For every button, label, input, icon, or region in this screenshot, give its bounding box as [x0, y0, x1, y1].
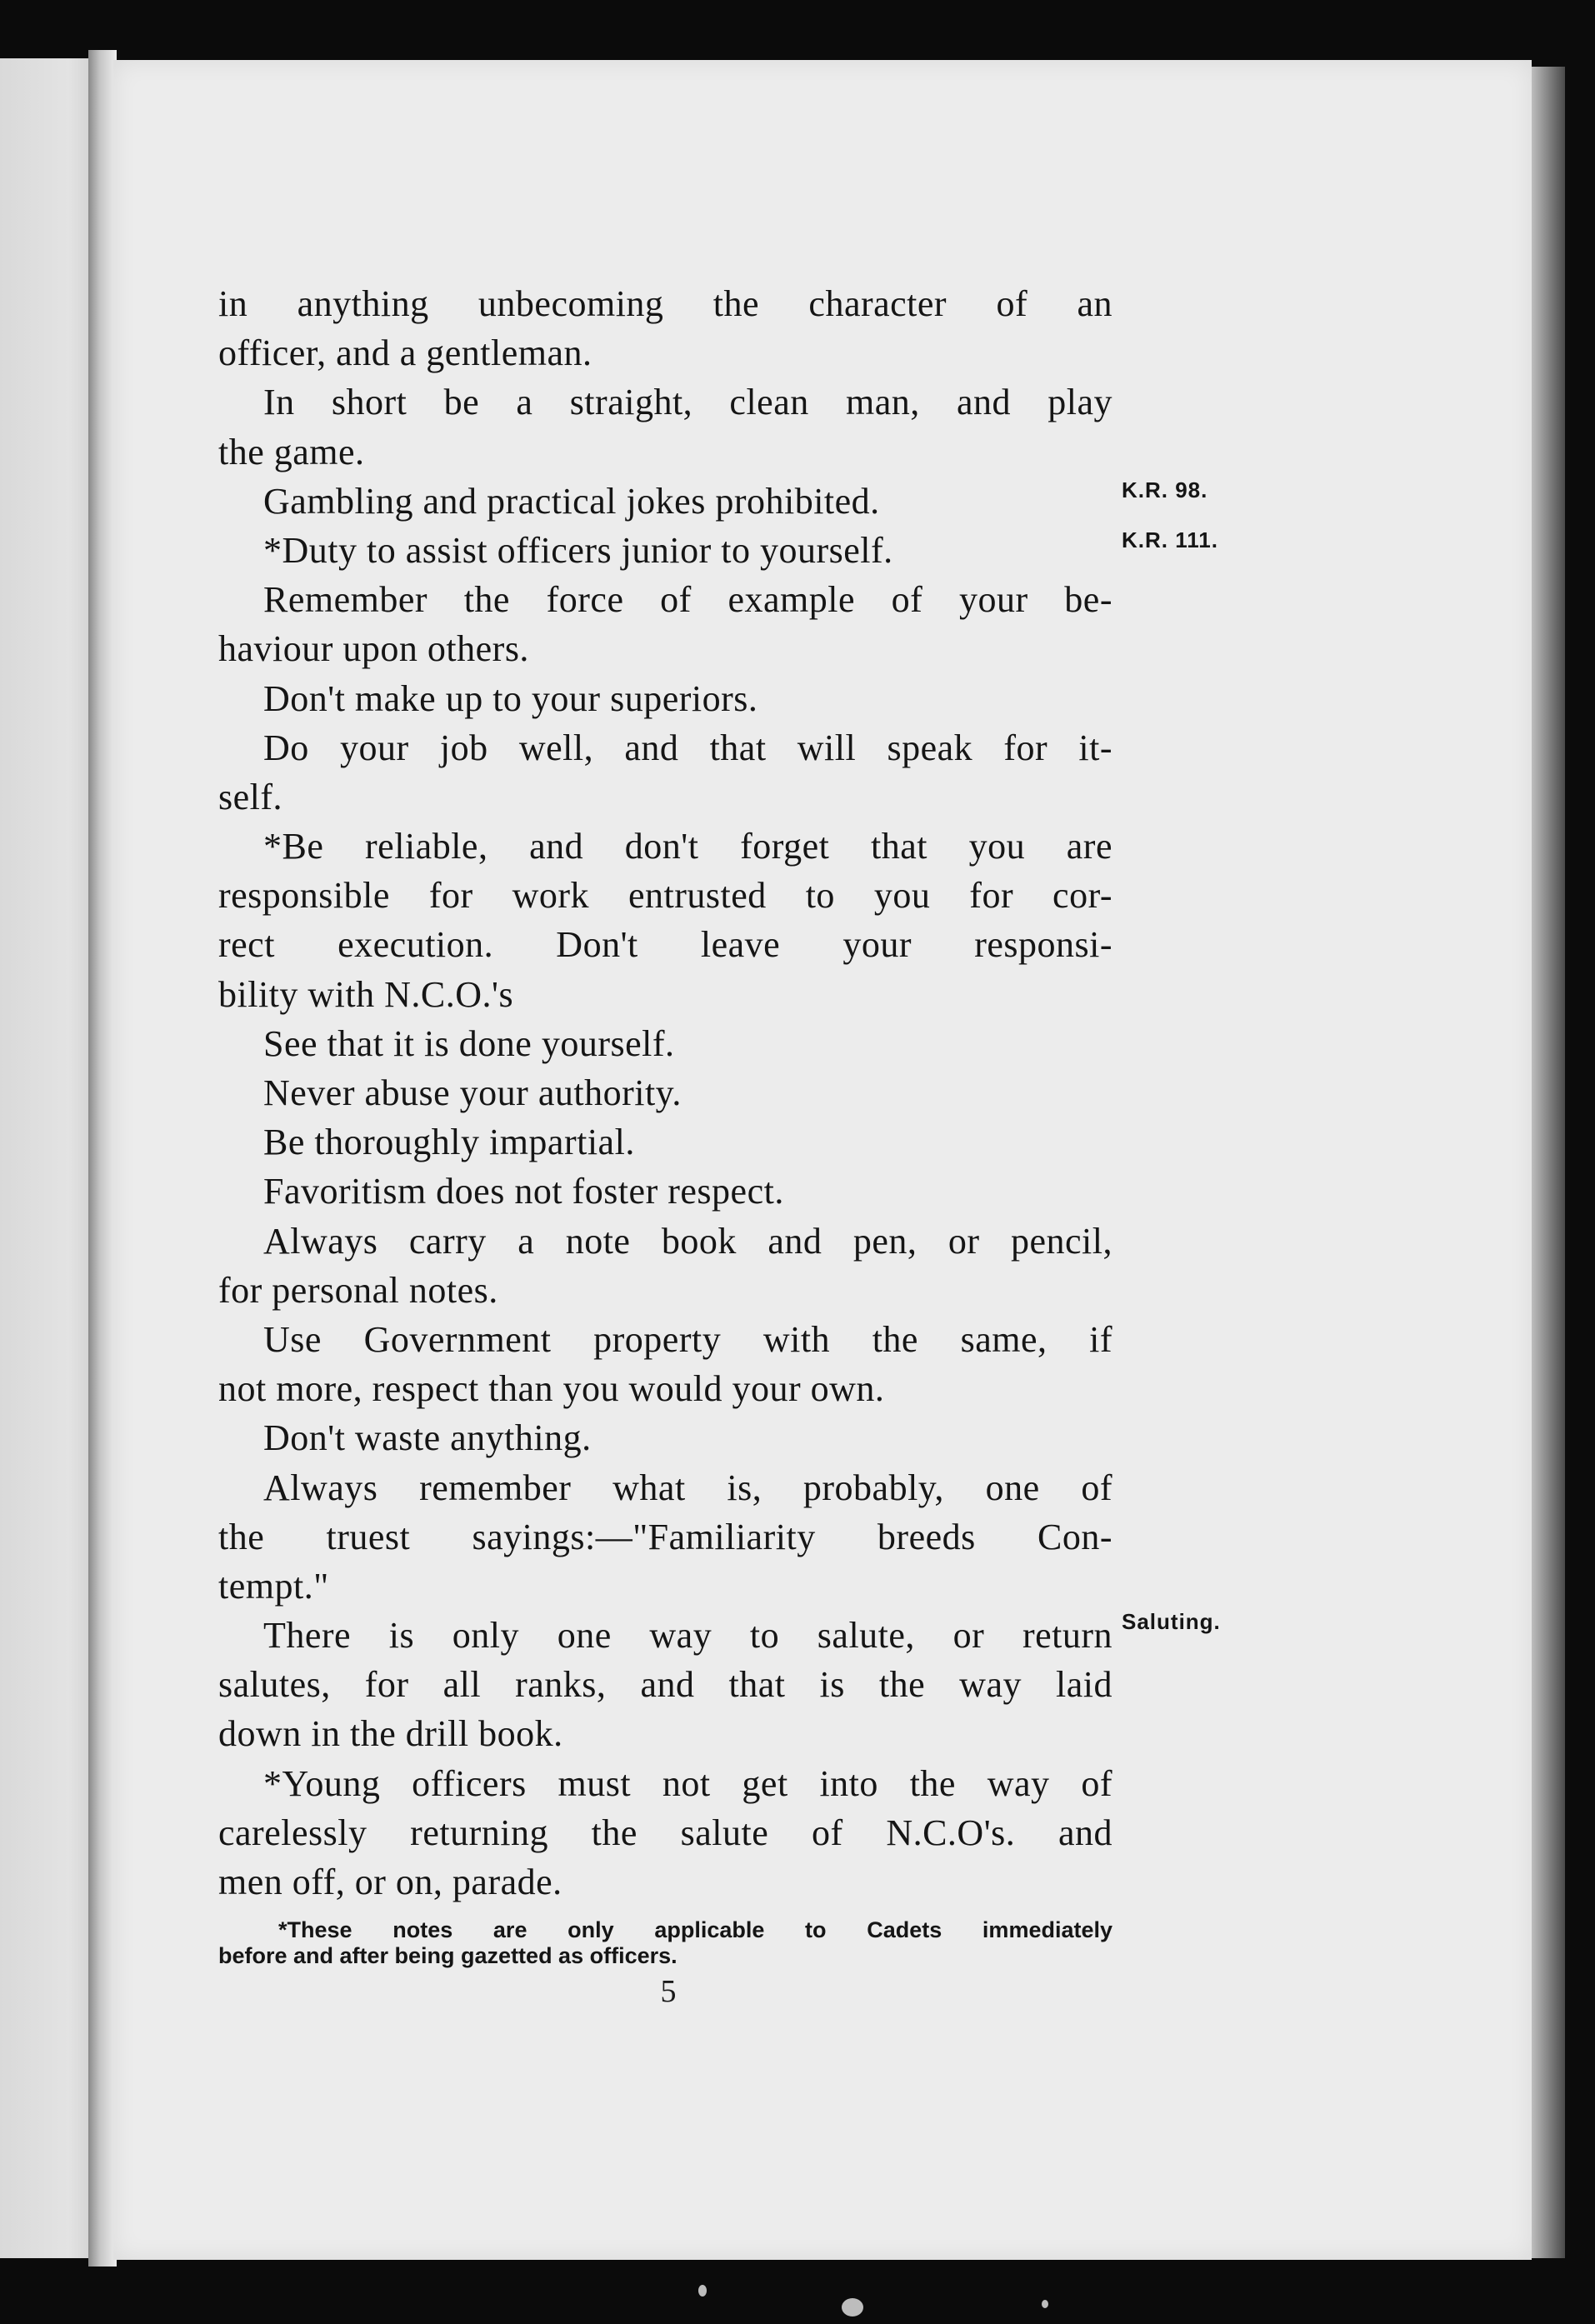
- text-line: Do your job well, and that will speak for it-: [263, 727, 1112, 768]
- scan-speck: [842, 2298, 863, 2317]
- text-line: Use Government property with the same, if: [263, 1318, 1112, 1360]
- page-edge-shadow: [1532, 67, 1565, 2258]
- text-line: men off, or on, parade.: [218, 1862, 562, 1902]
- text-line: tempt.": [218, 1565, 329, 1607]
- text-line: Be thoroughly impartial.: [263, 1122, 635, 1163]
- footnote-line: before and after being gazetted as officers.: [218, 1943, 678, 1968]
- text-line: There is only one way to salute, or return: [263, 1615, 1112, 1657]
- scan-speck: [1042, 2300, 1048, 2308]
- margin-note-kr98: K.R. 98.: [1122, 477, 1208, 502]
- text-line: down in the drill book.: [218, 1713, 563, 1755]
- text-line: bility with N.C.O.'s: [218, 973, 514, 1015]
- text-line: *Duty to assist officers junior to yourself.: [263, 529, 893, 571]
- scan-debris: [0, 2267, 1595, 2324]
- margin-note-saluting: Saluting.: [1122, 1609, 1221, 1634]
- text-line: officer, and a gentleman.: [218, 332, 592, 374]
- text-line: the truest sayings:—"Familiarity breeds Con-: [218, 1516, 1112, 1557]
- text-line: Don't make up to your superiors.: [263, 677, 758, 719]
- text-line: In short be a straight, clean man, and play: [263, 382, 1112, 423]
- text-line: Never abuse your authority.: [263, 1072, 682, 1113]
- footnote: [218, 1917, 1112, 1969]
- text-line: carelessly returning the salute of N.C.O's. and: [218, 1812, 1112, 1853]
- text-line: the game.: [218, 431, 365, 472]
- scan-speck: [698, 2285, 707, 2297]
- page-number: 5: [660, 1974, 677, 2009]
- footnote-line: *These notes are only applicable to Cadets immediately: [278, 1917, 1112, 1942]
- text-line: Favoritism does not foster respect.: [263, 1171, 784, 1212]
- text-line: for personal notes.: [218, 1269, 498, 1311]
- margin-note-kr111: K.R. 111.: [1122, 527, 1218, 552]
- text-line: *Be reliable, and don't forget that you are: [263, 826, 1112, 867]
- text-line: in anything unbecoming the character of an: [218, 283, 1112, 324]
- text-line: haviour upon others.: [218, 628, 529, 670]
- facing-page-edge: [0, 58, 98, 2258]
- text-line: self.: [218, 776, 283, 817]
- text-line: See that it is done yourself.: [263, 1022, 675, 1064]
- book-gutter: [88, 50, 117, 2267]
- text-line: Remember the force of example of your be-: [263, 579, 1112, 621]
- body-text: [218, 279, 1112, 1907]
- text-line: Gambling and practical jokes prohibited.: [263, 480, 880, 522]
- text-line: Always remember what is, probably, one of: [263, 1467, 1112, 1508]
- text-line: rect execution. Don't leave your responsi-: [218, 924, 1112, 966]
- text-line: Don't waste anything.: [263, 1417, 592, 1459]
- text-line: not more, respect than you would your own.: [218, 1368, 885, 1410]
- text-line: salutes, for all ranks, and that is the way laid: [218, 1664, 1112, 1706]
- text-line: *Young officers must not get into the way of: [263, 1762, 1112, 1804]
- text-line: responsible for work entrusted to you for cor-: [218, 875, 1112, 917]
- text-line: Always carry a note book and pen, or pencil,: [263, 1220, 1112, 1262]
